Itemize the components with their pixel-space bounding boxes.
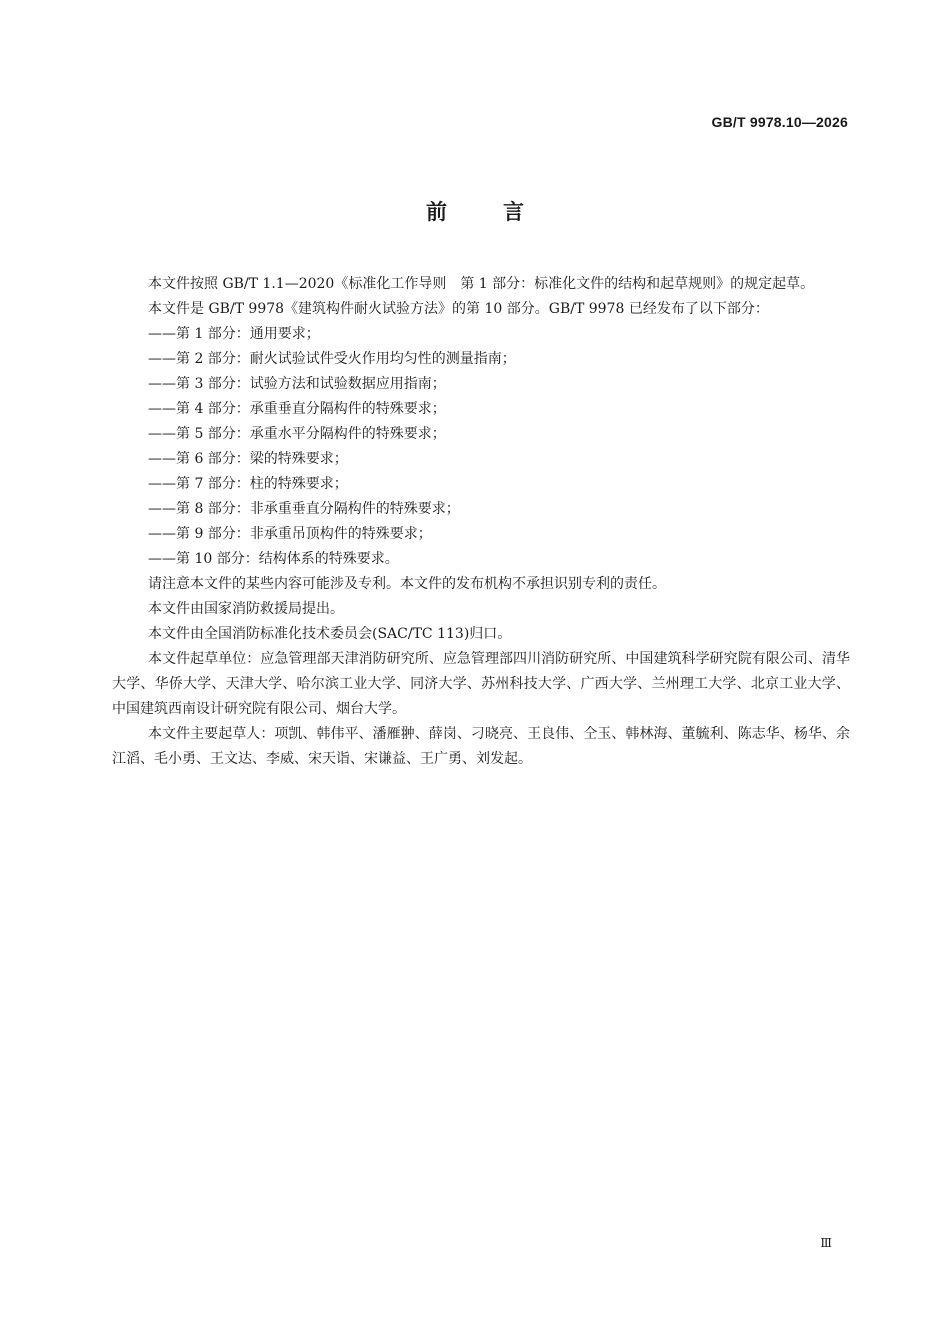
- main-drafters: 本文件主要起草人：项凯、韩伟平、潘雁翀、薛岗、刁晓亮、王良伟、仝玉、韩林海、董毓利、陈志华、杨华、余江滔、毛小勇、王文达、李威、宋天诣、宋谦益、王广勇、刘发起。: [112, 726, 850, 767]
- intro-paragraph: 本文件是 GB/T 9978《建筑构件耐火试验方法》的第 10 部分。GB/T 9978 已经发布了以下部分：: [148, 301, 769, 317]
- list-item: ——第 8 部分：非承重垂直分隔构件的特殊要求；: [148, 501, 460, 517]
- proposer-statement: 本文件由国家消防救援局提出。: [148, 601, 344, 617]
- drafting-units: 本文件起草单位：应急管理部天津消防研究所、应急管理部四川消防研究所、中国建筑科学研究院有限公司、清华大学、华侨大学、天津大学、哈尔滨工业大学、同济大学、苏州科技大学、广西大学、兰州理工大学、北京工业大学、中国建筑西南设计研究院有限公司、烟台大学。: [112, 651, 850, 717]
- list-item: ——第 4 部分：承重垂直分隔构件的特殊要求；: [148, 401, 446, 417]
- list-item: ——第 6 部分：梁的特殊要求；: [148, 451, 348, 467]
- list-item: ——第 7 部分：柱的特殊要求；: [148, 476, 348, 492]
- list-item: ——第 3 部分：试验方法和试验数据应用指南；: [148, 376, 446, 392]
- committee-statement: 本文件由全国消防标准化技术委员会(SAC/TC 113)归口。: [148, 626, 512, 642]
- list-item: ——第 9 部分：非承重吊顶构件的特殊要求；: [148, 526, 432, 542]
- patent-notice: 请注意本文件的某些内容可能涉及专利。本文件的发布机构不承担识别专利的责任。: [148, 576, 666, 592]
- list-item: ——第 2 部分：耐火试验试件受火作用均匀性的测量指南；: [148, 351, 516, 367]
- list-item: ——第 5 部分：承重水平分隔构件的特殊要求；: [148, 426, 446, 442]
- parts-list: [112, 322, 850, 572]
- intro-paragraph: 本文件按照 GB/T 1.1—2020《标准化工作导则 第 1 部分：标准化文件的结构和起草规则》的规定起草。: [148, 276, 815, 292]
- standard-code: GB/T 9978.10—2026: [711, 114, 848, 130]
- page-title: 前言: [426, 200, 580, 224]
- page-number: Ⅲ: [820, 1236, 832, 1250]
- list-item: ——第 1 部分：通用要求；: [148, 326, 320, 342]
- list-item: ——第 10 部分：结构体系的特殊要求。: [148, 551, 399, 567]
- document-body: [112, 272, 850, 772]
